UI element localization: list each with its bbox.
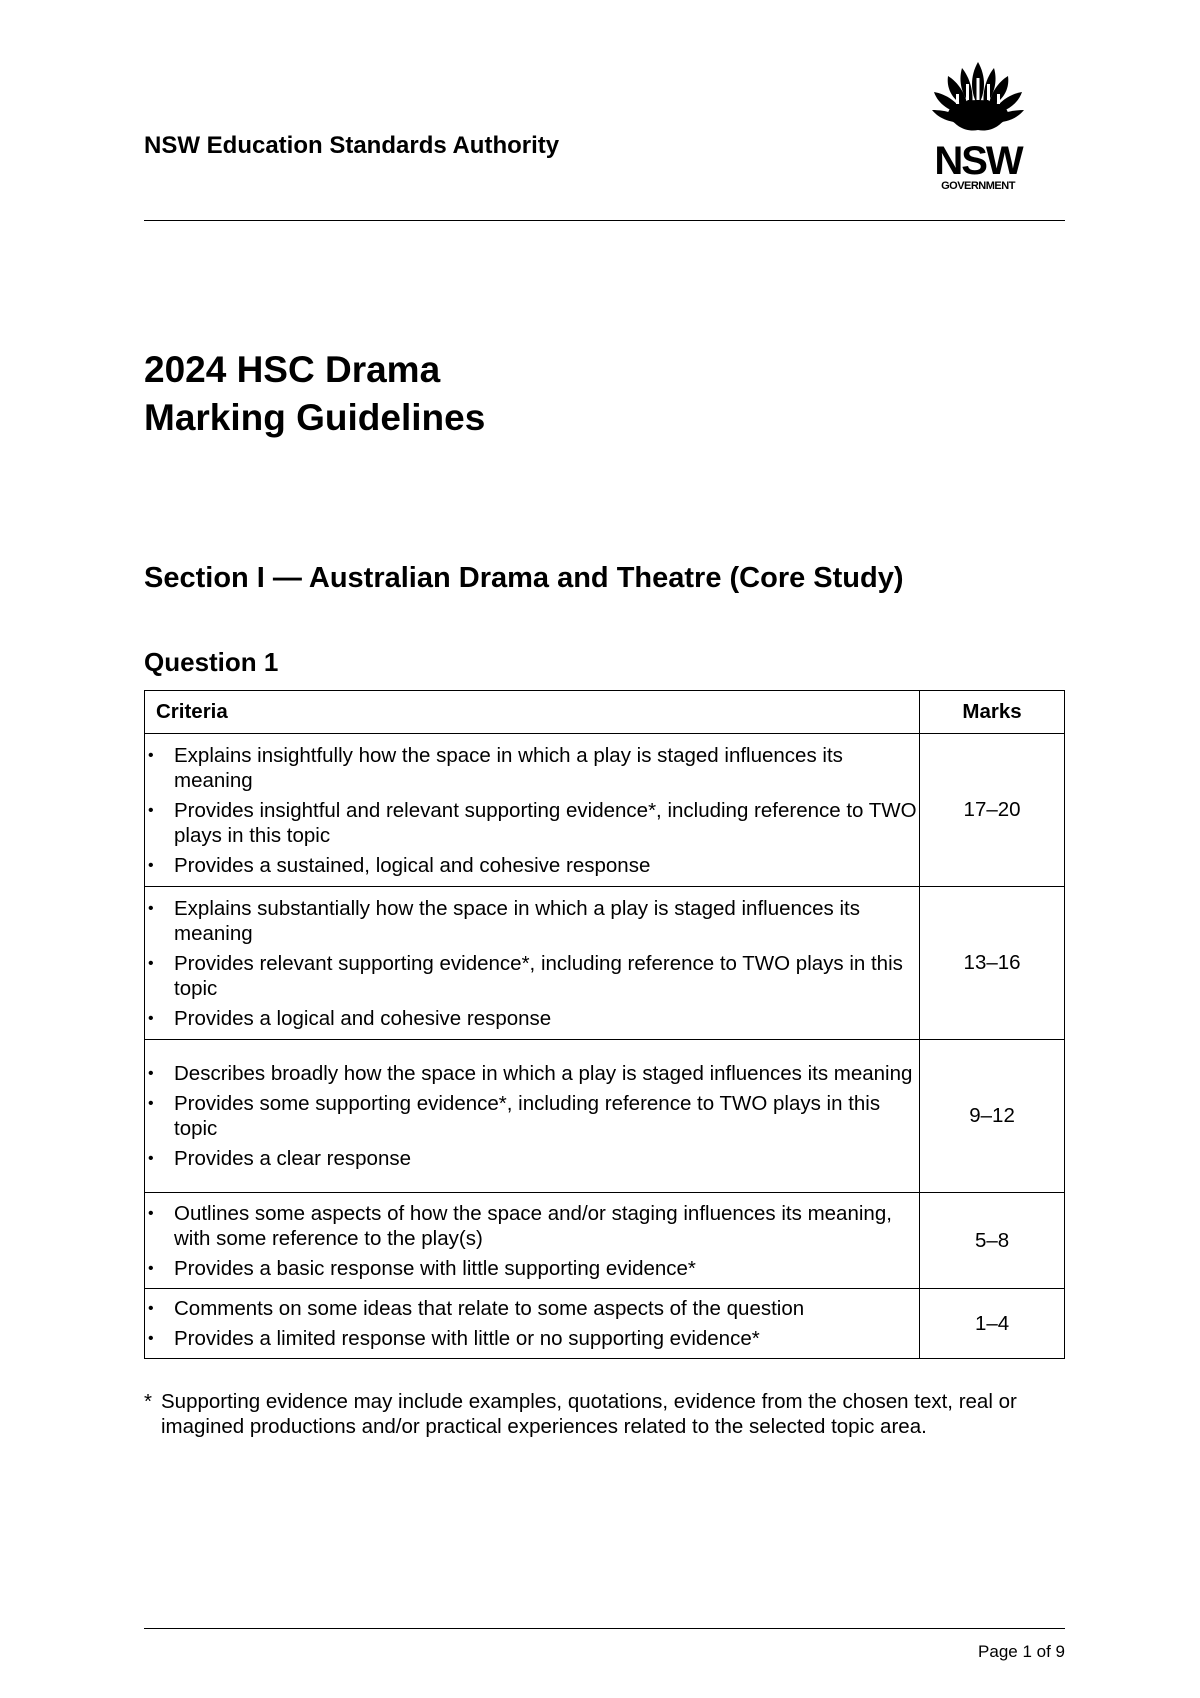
question-heading: Question 1 bbox=[144, 647, 279, 677]
criterion-item bbox=[145, 896, 919, 946]
criterion-item bbox=[145, 1256, 919, 1281]
criteria-cell bbox=[145, 1040, 920, 1193]
footnote bbox=[144, 1389, 1044, 1439]
criterion-item bbox=[145, 1296, 919, 1321]
criterion-item bbox=[145, 853, 919, 878]
table-row bbox=[145, 1193, 1065, 1289]
footer-divider bbox=[144, 1628, 1065, 1629]
document-title-line1: 2024 HSC Drama bbox=[144, 349, 441, 390]
logo-government-text: GOVERNMENT bbox=[941, 180, 1015, 192]
bullet-icon: • bbox=[148, 856, 154, 874]
criterion-item bbox=[145, 1146, 919, 1171]
criterion-text: Provides insightful and relevant supporting evidence*, including reference to TWO plays in this topic bbox=[174, 798, 917, 847]
document-title-line2: Marking Guidelines bbox=[144, 397, 486, 438]
bullet-icon: • bbox=[148, 1065, 154, 1082]
header-divider bbox=[144, 220, 1065, 221]
criterion-item bbox=[145, 1091, 919, 1141]
section-heading: Section I — Australian Drama and Theatre (Core Study) bbox=[144, 562, 904, 594]
criterion-text: Comments on some ideas that relate to some aspects of the question bbox=[174, 1297, 805, 1320]
marks-cell: 17–20 bbox=[920, 734, 1065, 887]
criterion-text: Provides some supporting evidence*, including reference to TWO plays in this topic bbox=[174, 1092, 881, 1140]
bullet-icon: • bbox=[148, 1095, 154, 1112]
logo-nsw-text: NSW bbox=[934, 139, 1022, 183]
criteria-cell bbox=[145, 734, 920, 887]
criterion-text: Provides a basic response with little supporting evidence* bbox=[174, 1256, 696, 1280]
organisation-name: NSW Education Standards Authority bbox=[144, 132, 560, 159]
table-row bbox=[145, 887, 1065, 1040]
bullet-icon: • bbox=[148, 899, 154, 917]
bullet-icon: • bbox=[148, 954, 154, 972]
criterion-item bbox=[145, 1326, 919, 1351]
marks-column-header: Marks bbox=[920, 691, 1065, 734]
bullet-icon: • bbox=[148, 1009, 154, 1027]
criterion-text: Provides a logical and cohesive response bbox=[174, 1006, 552, 1030]
criterion-text: Outlines some aspects of how the space and/or staging influences its meaning, with some reference to the play(s) bbox=[174, 1201, 892, 1250]
table-row bbox=[145, 734, 1065, 887]
marking-criteria-table bbox=[144, 690, 1065, 1359]
criterion-text: Provides a clear response bbox=[174, 1147, 412, 1170]
table-row bbox=[145, 1289, 1065, 1359]
criterion-item bbox=[145, 743, 919, 793]
bullet-icon: • bbox=[148, 1259, 154, 1277]
footnote-marker: * bbox=[144, 1390, 152, 1413]
criteria-cell bbox=[145, 1289, 920, 1359]
bullet-icon: • bbox=[148, 801, 154, 819]
table-row bbox=[145, 1040, 1065, 1193]
nsw-government-logo bbox=[918, 54, 1038, 194]
criteria-cell bbox=[145, 887, 920, 1040]
criterion-item bbox=[145, 951, 919, 1001]
marks-cell: 13–16 bbox=[920, 887, 1065, 1040]
criteria-cell bbox=[145, 1193, 920, 1289]
bullet-icon: • bbox=[148, 1150, 154, 1167]
criterion-text: Describes broadly how the space in which a play is staged influences its meaning bbox=[174, 1062, 913, 1085]
bullet-icon: • bbox=[148, 1300, 154, 1317]
table-header-row bbox=[145, 691, 1065, 734]
criterion-item bbox=[145, 1201, 919, 1251]
criterion-text: Explains insightfully how the space in which a play is staged influences its meaning bbox=[174, 743, 843, 792]
criterion-item bbox=[145, 798, 919, 848]
marks-cell: 9–12 bbox=[920, 1040, 1065, 1193]
criterion-text: Explains substantially how the space in which a play is staged influences its meaning bbox=[174, 896, 860, 945]
criterion-item bbox=[145, 1006, 919, 1031]
document-title bbox=[144, 346, 485, 442]
bullet-icon: • bbox=[148, 1204, 154, 1222]
criterion-text: Provides a sustained, logical and cohesive response bbox=[174, 853, 651, 877]
page-number: Page 1 of 9 bbox=[978, 1642, 1065, 1661]
criterion-item bbox=[145, 1061, 919, 1086]
criterion-text: Provides a limited response with little or no supporting evidence* bbox=[174, 1327, 760, 1350]
criterion-text: Provides relevant supporting evidence*, including reference to TWO plays in this topic bbox=[174, 951, 903, 1000]
marks-cell: 5–8 bbox=[920, 1193, 1065, 1289]
bullet-icon: • bbox=[148, 746, 154, 764]
footnote-text: Supporting evidence may include examples, quotations, evidence from the chosen text, real or imagined productions and/or practical experiences related to the selected topic area. bbox=[161, 1390, 1017, 1438]
bullet-icon: • bbox=[148, 1330, 154, 1347]
criteria-column-header: Criteria bbox=[145, 691, 920, 734]
marks-cell: 1–4 bbox=[920, 1289, 1065, 1359]
